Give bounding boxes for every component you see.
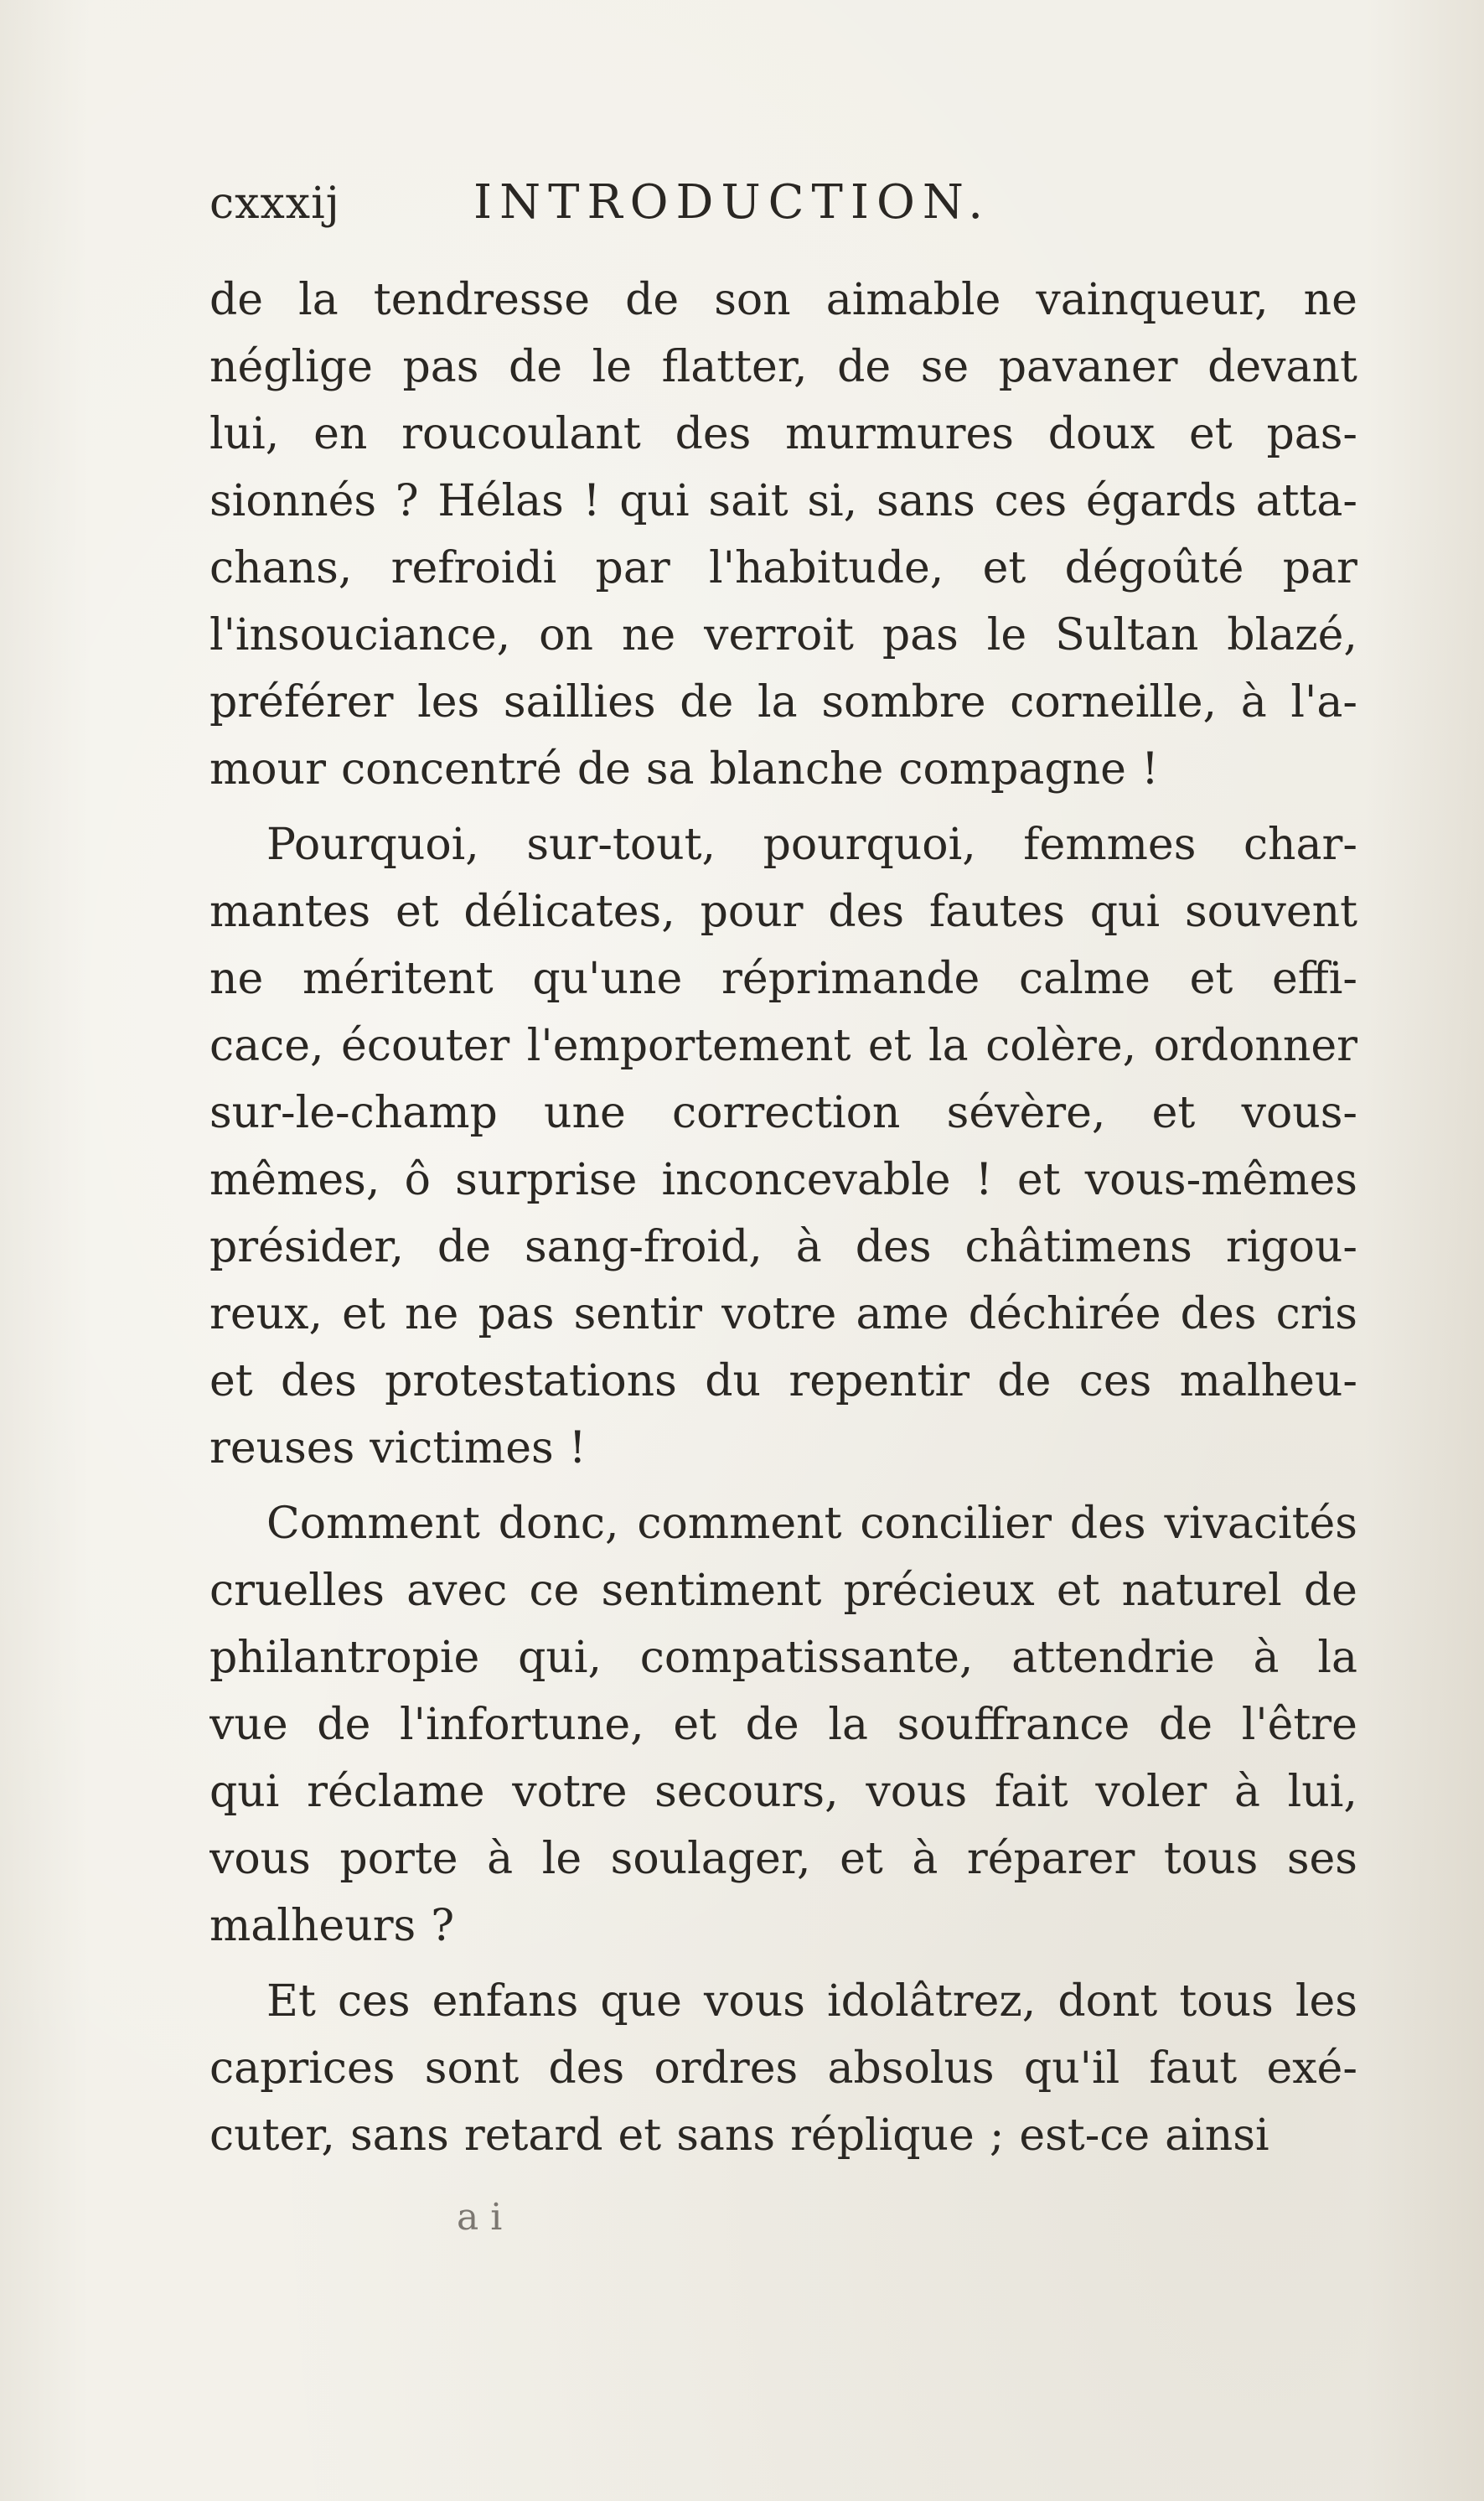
text-line: lui, en roucoulant des murmures doux et pas- <box>209 409 1357 459</box>
body-text <box>209 267 1357 2169</box>
text-line: et des protestations du repentir de ces malheu- <box>209 1356 1357 1406</box>
text-line: philantropie qui, compatissante, attendrie à la <box>209 1633 1357 1683</box>
text-line: mantes et délicates, pour des fautes qui souvent <box>209 887 1357 937</box>
running-head <box>209 172 1374 239</box>
text-line: reuses victimes ! <box>209 1423 587 1473</box>
text-line: qui réclame votre secours, vous fait voler à lui, <box>209 1767 1357 1817</box>
text-line: Comment donc, comment concilier des vivacités <box>266 1499 1357 1549</box>
text-line: sionnés ? Hélas ! qui sait si, sans ces égards atta- <box>209 476 1357 526</box>
text-line: cuter, sans retard et sans réplique ; est-ce ainsi <box>209 2110 1269 2161</box>
text-line: Pourquoi, sur-tout, pourquoi, femmes char- <box>266 820 1357 870</box>
text-line: l'insouciance, on ne verroit pas le Sultan blazé, <box>209 610 1357 660</box>
page-number: cxxxij <box>209 179 340 229</box>
text-line: mêmes, ô surprise inconcevable ! et vous-mêmes <box>209 1155 1357 1205</box>
running-title: INTRODUCTION. <box>473 175 991 230</box>
text-line: chans, refroidi par l'habitude, et dégoûté par <box>209 543 1357 593</box>
text-line: vous porte à le soulager, et à réparer tous ses <box>209 1834 1357 1884</box>
paragraph-gap <box>209 1482 1357 1490</box>
text-line: néglige pas de le flatter, de se pavaner devant <box>209 342 1357 392</box>
text-line: reux, et ne pas sentir votre ame déchirée des cris <box>209 1289 1357 1339</box>
text-line: vue de l'infortune, et de la souffrance de l'être <box>209 1700 1357 1750</box>
text-line: préférer les saillies de la sombre corneille, à l'a- <box>209 677 1357 728</box>
text-line: malheurs ? <box>209 1901 455 1951</box>
signature-mark: a i <box>457 2196 503 2239</box>
text-line: cruelles avec ce sentiment précieux et naturel de <box>209 1566 1357 1616</box>
text-line: présider, de sang-froid, à des châtimens rigou- <box>209 1222 1357 1272</box>
text-line: Et ces enfans que vous idolâtrez, dont tous les <box>266 1976 1357 2027</box>
text-line: caprices sont des ordres absolus qu'il faut exé- <box>209 2043 1357 2094</box>
text-line: ne méritent qu'une réprimande calme et effi- <box>209 954 1357 1004</box>
paragraph-gap <box>209 803 1357 811</box>
text-line: cace, écouter l'emportement et la colère, ordonner <box>209 1021 1357 1071</box>
text-line: de la tendresse de son aimable vainqueur, ne <box>209 275 1357 325</box>
paragraph-gap <box>209 1960 1357 1968</box>
text-line: sur-le-champ une correction sévère, et vous- <box>209 1088 1357 1138</box>
text-line: mour concentré de sa blanche compagne ! <box>209 744 1159 795</box>
